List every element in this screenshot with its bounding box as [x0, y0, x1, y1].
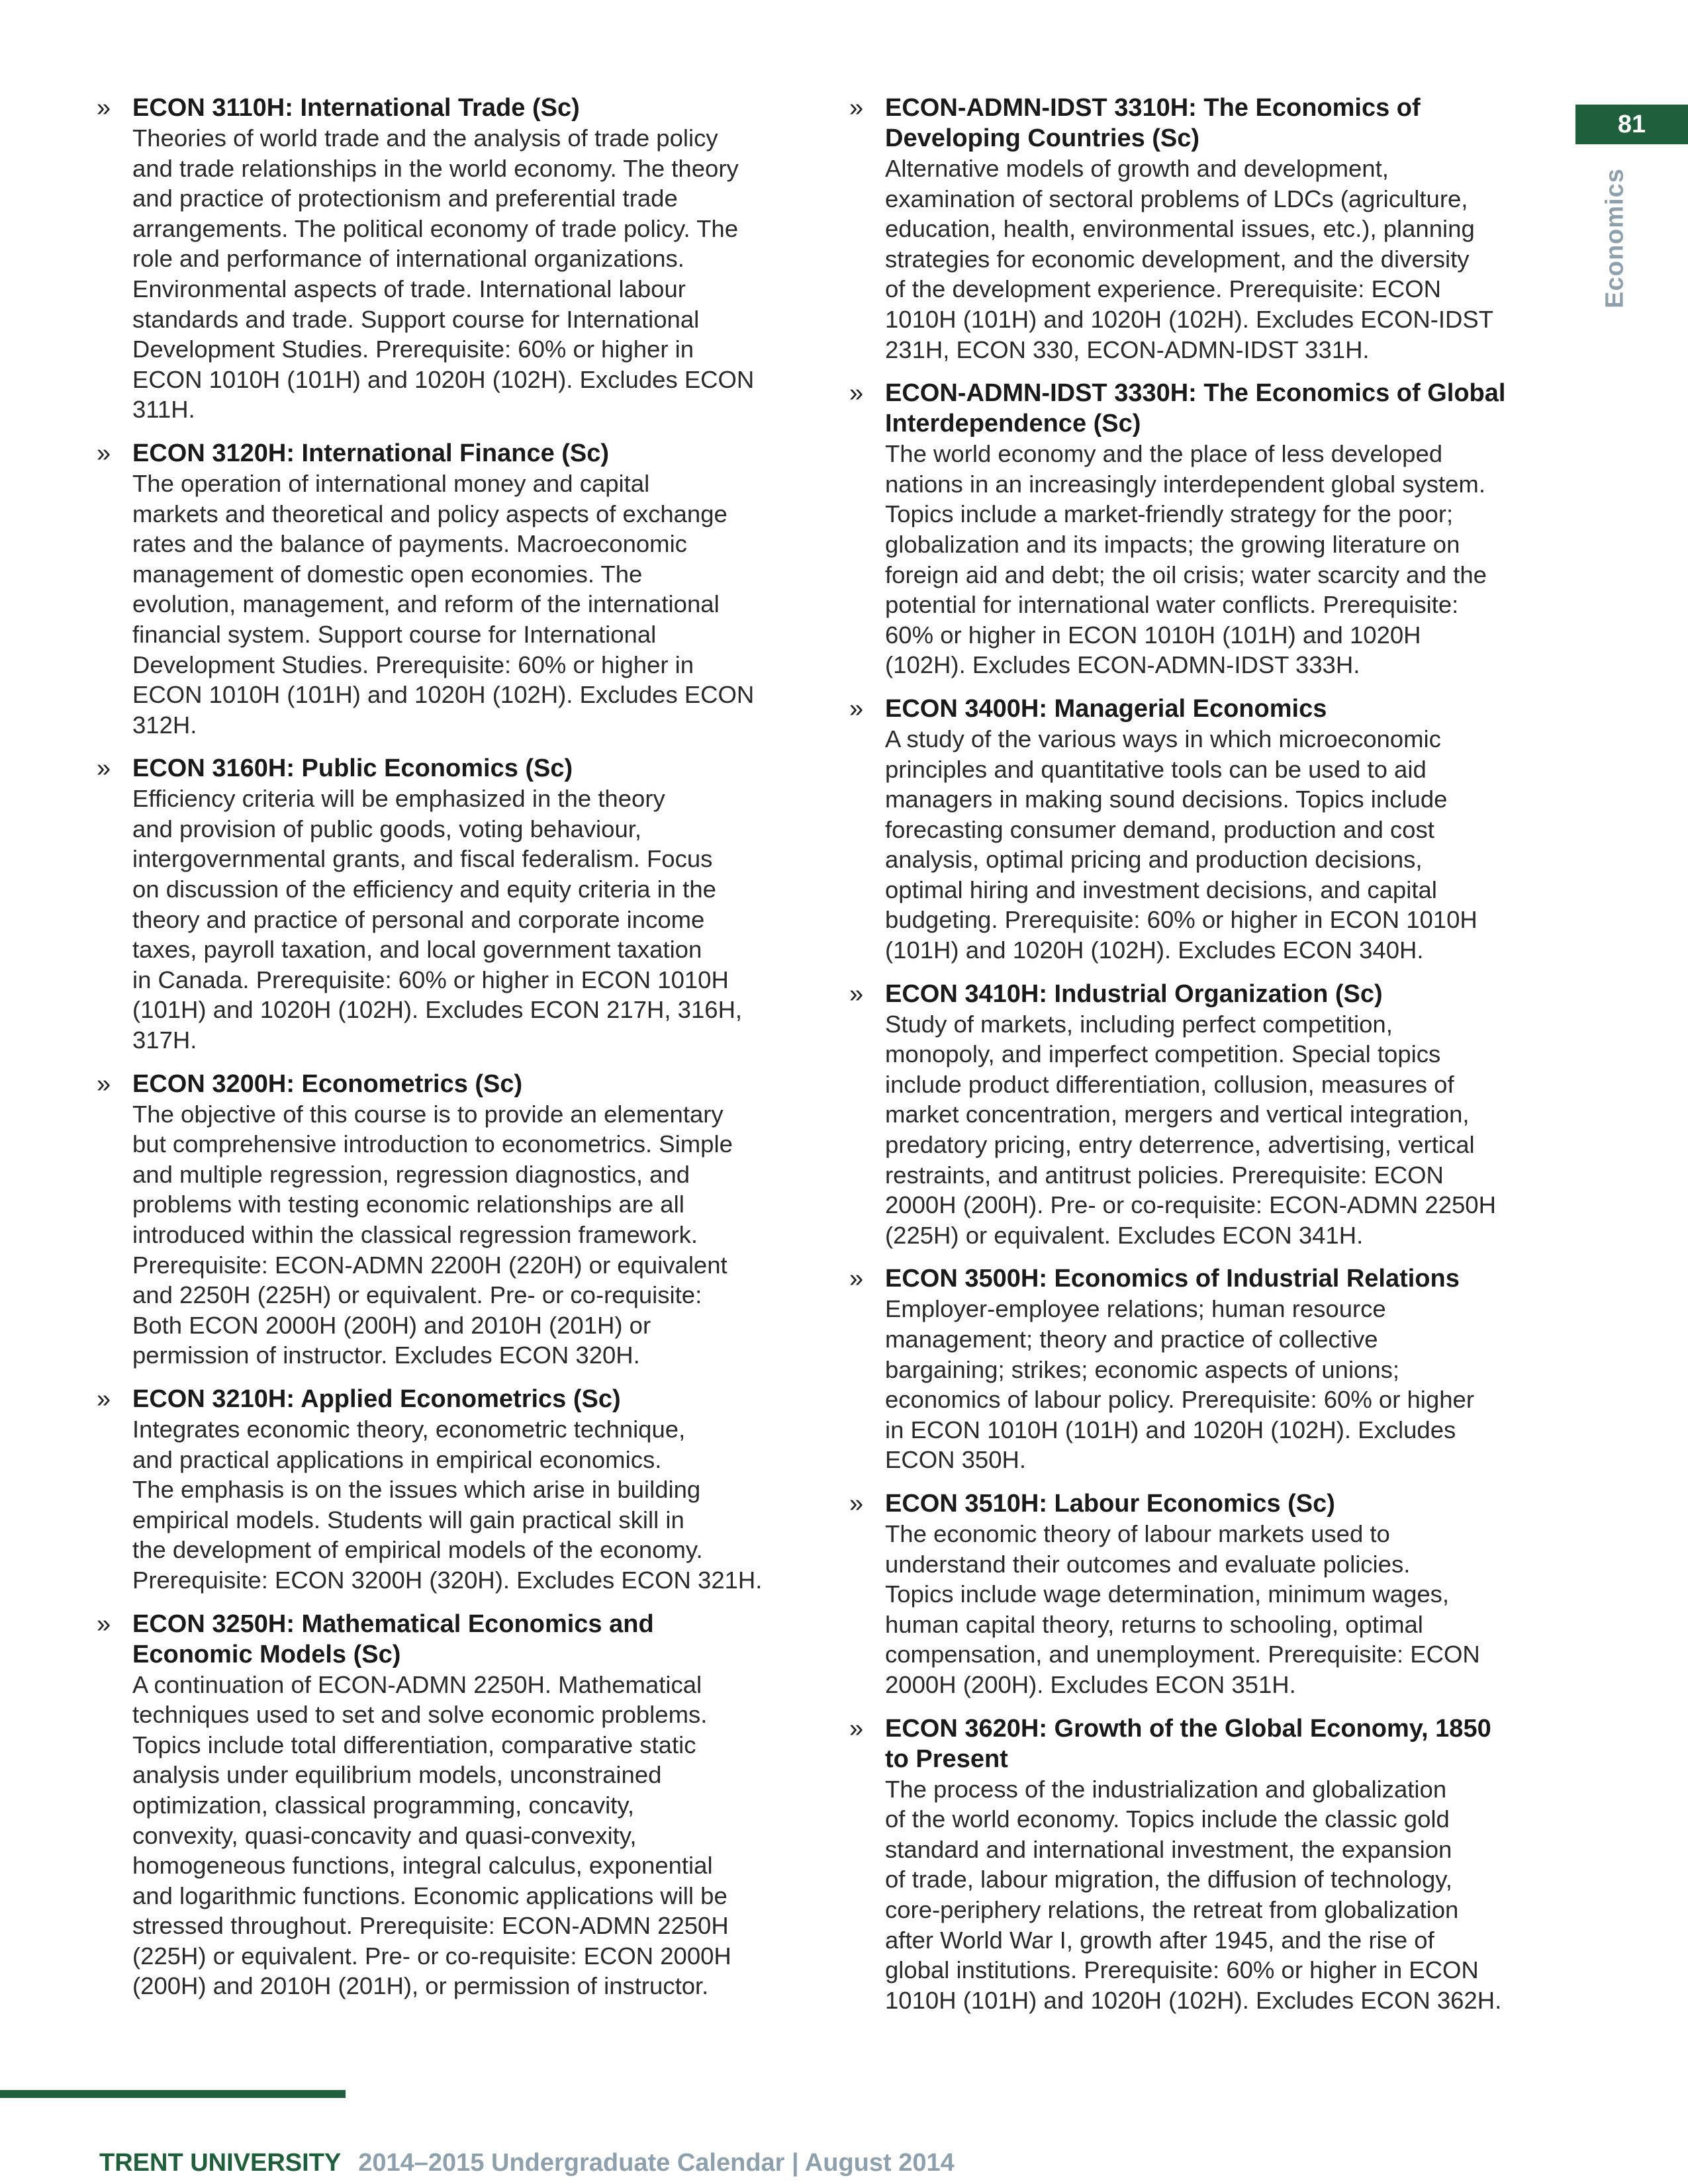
description-line: Efficiency criteria will be emphasized in the theory — [132, 785, 665, 813]
course-description — [132, 469, 814, 740]
course-entry — [93, 753, 814, 1055]
description-line: principles and quantitative tools can be used to aid — [885, 755, 1427, 783]
description-line: Employer-employee relations; human resource — [885, 1295, 1386, 1323]
description-line: in Canada. Prerequisite: 60% or higher in ECON 1010H — [132, 966, 729, 993]
description-line: ECON 350H. — [885, 1446, 1026, 1474]
description-line: introduced within the classical regression framework. — [132, 1221, 698, 1248]
description-line: after World War I, growth after 1945, and the rise of — [885, 1926, 1434, 1954]
description-line: The emphasis is on the issues which arise in building — [132, 1476, 701, 1504]
description-line: and multiple regression, regression diagnostics, and — [132, 1160, 690, 1188]
course-title — [132, 1609, 814, 1670]
description-line: Prerequisite: ECON-ADMN 2200H (220H) or equivalent — [132, 1251, 727, 1279]
course-entry — [93, 1609, 814, 2002]
description-line: evolution, management, and reform of the international — [132, 590, 720, 618]
description-line: arrangements. The political economy of trade policy. The — [132, 214, 739, 242]
description-line: intergovernmental grants, and fiscal federalism. Focus — [132, 845, 713, 873]
description-line: Integrates economic theory, econometric technique, — [132, 1415, 686, 1443]
bullet-icon: » — [849, 694, 864, 723]
course-description — [132, 1414, 814, 1596]
course-entry — [845, 93, 1567, 365]
right-column — [845, 93, 1567, 2028]
description-line: 312H. — [132, 711, 197, 739]
description-line: techniques used to set and solve economic problems. — [132, 1701, 708, 1729]
course-description — [132, 1099, 814, 1371]
description-line: 2000H (200H). Excludes ECON 351H. — [885, 1670, 1296, 1698]
description-line: of the world economy. Topics include the classic gold — [885, 1805, 1450, 1833]
description-line: management; theory and practice of collective — [885, 1326, 1378, 1353]
course-description — [132, 1670, 814, 2002]
course-entry — [845, 378, 1567, 680]
course-title: ECON 3410H: Industrial Organization (Sc) — [885, 979, 1383, 1008]
course-title: ECON 3200H: Econometrics (Sc) — [132, 1069, 523, 1098]
course-title: ECON 3510H: Labour Economics (Sc) — [885, 1489, 1335, 1518]
description-line: compensation, and unemployment. Prerequisite: ECON — [885, 1641, 1480, 1668]
description-line: Study of markets, including perfect competition, — [885, 1010, 1393, 1038]
description-line: Development Studies. Prerequisite: 60% or higher in — [132, 336, 694, 363]
course-title-line: Interdependence (Sc) — [885, 410, 1141, 438]
description-line: economics of labour policy. Prerequisite: 60% or higher — [885, 1386, 1474, 1414]
description-line: and practice of protectionism and preferential trade — [132, 185, 678, 212]
description-line: convexity, quasi-concavity and quasi-convexity, — [132, 1821, 637, 1849]
course-description — [132, 123, 814, 425]
course-description — [885, 439, 1567, 680]
course-title-line: ECON 3620H: Growth of the Global Economy, 1850 — [885, 1714, 1491, 1743]
description-line: Topics include a market-friendly strategy for the poor; — [885, 500, 1454, 528]
description-line: ECON 1010H (101H) and 1020H (102H). Excludes ECON — [132, 681, 755, 709]
left-column — [93, 93, 814, 2015]
description-line: Prerequisite: ECON 3200H (320H). Excludes ECON 321H. — [132, 1566, 763, 1594]
course-title-line: ECON-ADMN-IDST 3330H: The Economics of Global — [885, 379, 1506, 408]
course-title-line: ECON-ADMN-IDST 3310H: The Economics of — [885, 94, 1421, 122]
bullet-icon: » — [849, 379, 864, 408]
description-line: Alternative models of growth and development, — [885, 155, 1389, 182]
description-line: 231H, ECON 330, ECON-ADMN-IDST 331H. — [885, 336, 1370, 363]
description-line: and practical applications in empirical economics. — [132, 1445, 662, 1473]
bullet-icon: » — [97, 1610, 111, 1638]
footer-rule — [0, 2090, 346, 2098]
description-line: monopoly, and imperfect competition. Special topics — [885, 1040, 1441, 1068]
description-line: globalization and its impacts; the growing literature on — [885, 530, 1460, 558]
bullet-icon: » — [97, 754, 111, 783]
course-title: ECON 3210H: Applied Econometrics (Sc) — [132, 1385, 621, 1413]
description-line: (225H) or equivalent. Pre- or co-requisite: ECON 2000H — [132, 1942, 731, 1970]
description-line: 317H. — [132, 1026, 197, 1054]
description-line: and trade relationships in the world economy. The theory — [132, 154, 739, 182]
description-line: (225H) or equivalent. Excludes ECON 341H. — [885, 1221, 1364, 1249]
description-line: global institutions. Prerequisite: 60% or higher in ECON — [885, 1956, 1479, 1984]
description-line: budgeting. Prerequisite: 60% or higher in ECON 1010H — [885, 906, 1477, 934]
description-line: markets and theoretical and policy aspects of exchange — [132, 500, 727, 527]
description-line: include product differentiation, collusion, measures of — [885, 1070, 1454, 1098]
description-line: managers in making sound decisions. Topics include — [885, 786, 1448, 813]
description-line: The process of the industrialization and globalization — [885, 1775, 1447, 1803]
description-line: of trade, labour migration, the diffusion of technology, — [885, 1866, 1452, 1893]
description-line: The operation of international money and capital — [132, 469, 650, 497]
description-line: strategies for economic development, and the diversity — [885, 245, 1470, 273]
description-line: rates and the balance of payments. Macroeconomic — [132, 530, 687, 558]
bullet-icon: » — [849, 1489, 864, 1518]
description-line: 311H. — [132, 396, 195, 424]
description-line: Development Studies. Prerequisite: 60% or higher in — [132, 651, 694, 678]
description-line: 1010H (101H) and 1020H (102H). Excludes ECON 362H. — [885, 1986, 1502, 2014]
course-title: ECON 3500H: Economics of Industrial Relations — [885, 1265, 1460, 1293]
description-line: Both ECON 2000H (200H) and 2010H (201H) or — [132, 1311, 651, 1339]
course-title-line: ECON 3250H: Mathematical Economics and — [132, 1610, 654, 1638]
footer-calendar: 2014–2015 Undergraduate Calendar | August 2014 — [358, 2149, 955, 2177]
description-line: analysis under equilibrium models, unconstrained — [132, 1761, 662, 1789]
course-description — [885, 154, 1567, 365]
description-line: education, health, environmental issues, etc.), planning — [885, 215, 1475, 243]
description-line: restraints, and antitrust policies. Prerequisite: ECON — [885, 1161, 1444, 1189]
course-title-line: Economic Models (Sc) — [132, 1640, 401, 1668]
section-tab — [1595, 165, 1635, 311]
course-description — [885, 1519, 1567, 1700]
description-line: Theories of world trade and the analysis of trade policy — [132, 124, 718, 152]
section-label: Economics — [1601, 168, 1629, 308]
course-entry — [93, 93, 814, 425]
course-title-line: to Present — [885, 1745, 1008, 1773]
description-line: homogeneous functions, integral calculus, exponential — [132, 1852, 713, 1880]
bullet-icon: » — [849, 1714, 864, 1743]
description-line: Topics include total differentiation, comparative static — [132, 1731, 696, 1758]
course-title — [885, 1713, 1567, 1774]
footer — [99, 2148, 955, 2178]
description-line: The economic theory of labour markets used to — [885, 1520, 1390, 1547]
course-title: ECON 3120H: International Finance (Sc) — [132, 439, 610, 467]
description-line: foreign aid and debt; the oil crisis; water scarcity and the — [885, 561, 1487, 588]
course-title — [885, 93, 1567, 154]
description-line: the development of empirical models of the economy. — [132, 1536, 703, 1564]
description-line: on discussion of the efficiency and equity criteria in the — [132, 876, 716, 903]
description-line: potential for international water conflicts. Prerequisite: — [885, 591, 1459, 619]
page-number: 81 — [1575, 105, 1688, 144]
description-line: and provision of public goods, voting behaviour, — [132, 815, 642, 842]
description-line: Topics include wage determination, minimum wages, — [885, 1580, 1450, 1608]
description-line: (102H). Excludes ECON-ADMN-IDST 333H. — [885, 651, 1360, 679]
bullet-icon: » — [97, 1069, 111, 1098]
bullet-icon: » — [849, 979, 864, 1008]
description-line: problems with testing economic relationships are all — [132, 1191, 684, 1218]
description-line: standard and international investment, the expansion — [885, 1835, 1452, 1863]
description-line: forecasting consumer demand, production and cost — [885, 815, 1434, 843]
course-entry — [845, 1713, 1567, 2016]
description-line: predatory pricing, entry deterrence, advertising, vertical — [885, 1131, 1475, 1159]
bullet-icon: » — [97, 439, 111, 467]
description-line: and logarithmic functions. Economic applications will be — [132, 1882, 727, 1909]
description-line: bargaining; strikes; economic aspects of unions; — [885, 1355, 1400, 1383]
description-line: The objective of this course is to provide an elementary — [132, 1100, 724, 1128]
description-line: (101H) and 1020H (102H). Excludes ECON 340H. — [885, 936, 1424, 964]
course-title: ECON 3110H: International Trade (Sc) — [132, 94, 580, 122]
description-line: understand their outcomes and evaluate policies. — [885, 1550, 1411, 1578]
description-line: optimization, classical programming, concavity, — [132, 1791, 634, 1819]
description-line: core-periphery relations, the retreat from globalization — [885, 1895, 1459, 1923]
course-description — [132, 784, 814, 1055]
course-description — [885, 1009, 1567, 1251]
description-line: (101H) and 1020H (102H). Excludes ECON 217H, 316H, — [132, 996, 743, 1024]
description-line: A continuation of ECON-ADMN 2250H. Mathematical — [132, 1670, 702, 1698]
description-line: human capital theory, returns to schooling, optimal — [885, 1610, 1423, 1638]
bullet-icon: » — [97, 94, 111, 122]
footer-university: TRENT UNIVERSITY — [99, 2149, 342, 2177]
course-entry — [845, 979, 1567, 1251]
course-entry — [93, 1384, 814, 1596]
description-line: of the development experience. Prerequisite: ECON — [885, 275, 1441, 303]
description-line: market concentration, mergers and vertical integration, — [885, 1101, 1470, 1128]
course-description — [885, 1294, 1567, 1475]
description-line: The world economy and the place of less developed — [885, 440, 1443, 468]
course-entry — [845, 1263, 1567, 1475]
description-line: role and performance of international organizations. — [132, 245, 684, 273]
description-line: in ECON 1010H (101H) and 1020H (102H). Excludes — [885, 1416, 1456, 1443]
description-line: optimal hiring and investment decisions, and capital — [885, 876, 1437, 903]
description-line: A study of the various ways in which microeconomic — [885, 725, 1441, 752]
course-description — [885, 724, 1567, 966]
description-line: nations in an increasingly interdependent global system. — [885, 470, 1485, 498]
description-line: standards and trade. Support course for International — [132, 305, 700, 333]
description-line: analysis, optimal pricing and production decisions, — [885, 846, 1423, 874]
description-line: permission of instructor. Excludes ECON 320H. — [132, 1342, 640, 1369]
course-title: ECON 3160H: Public Economics (Sc) — [132, 754, 573, 783]
bullet-icon: » — [849, 1265, 864, 1293]
bullet-icon: » — [849, 94, 864, 122]
course-title-line: Developing Countries (Sc) — [885, 124, 1200, 152]
description-line: taxes, payroll taxation, and local government taxation — [132, 936, 702, 964]
description-line: but comprehensive introduction to econometrics. Simple — [132, 1130, 733, 1158]
course-entry — [93, 1069, 814, 1371]
description-line: ECON 1010H (101H) and 1020H (102H). Excludes ECON — [132, 365, 755, 393]
course-entry — [845, 1488, 1567, 1700]
description-line: (200H) and 2010H (201H), or permission of instructor. — [132, 1972, 709, 2000]
description-line: 60% or higher in ECON 1010H (101H) and 1020H — [885, 621, 1421, 649]
course-title: ECON 3400H: Managerial Economics — [885, 694, 1327, 723]
description-line: and 2250H (225H) or equivalent. Pre- or co-requisite: — [132, 1281, 702, 1309]
description-line: stressed throughout. Prerequisite: ECON-ADMN 2250H — [132, 1912, 729, 1940]
description-line: examination of sectoral problems of LDCs (agriculture, — [885, 185, 1468, 212]
description-line: Environmental aspects of trade. International labour — [132, 275, 686, 302]
course-entry — [845, 694, 1567, 966]
bullet-icon: » — [97, 1385, 111, 1413]
description-line: theory and practice of personal and corporate income — [132, 905, 705, 933]
course-description — [885, 1774, 1567, 2016]
description-line: financial system. Support course for International — [132, 620, 657, 648]
course-entry — [93, 438, 814, 740]
description-line: management of domestic open economies. The — [132, 560, 643, 588]
description-line: empirical models. Students will gain practical skill in — [132, 1506, 684, 1533]
description-line: 2000H (200H). Pre- or co-requisite: ECON-ADMN 2250H — [885, 1191, 1496, 1219]
course-title — [885, 378, 1567, 439]
description-line: 1010H (101H) and 1020H (102H). Excludes ECON-IDST — [885, 305, 1493, 333]
